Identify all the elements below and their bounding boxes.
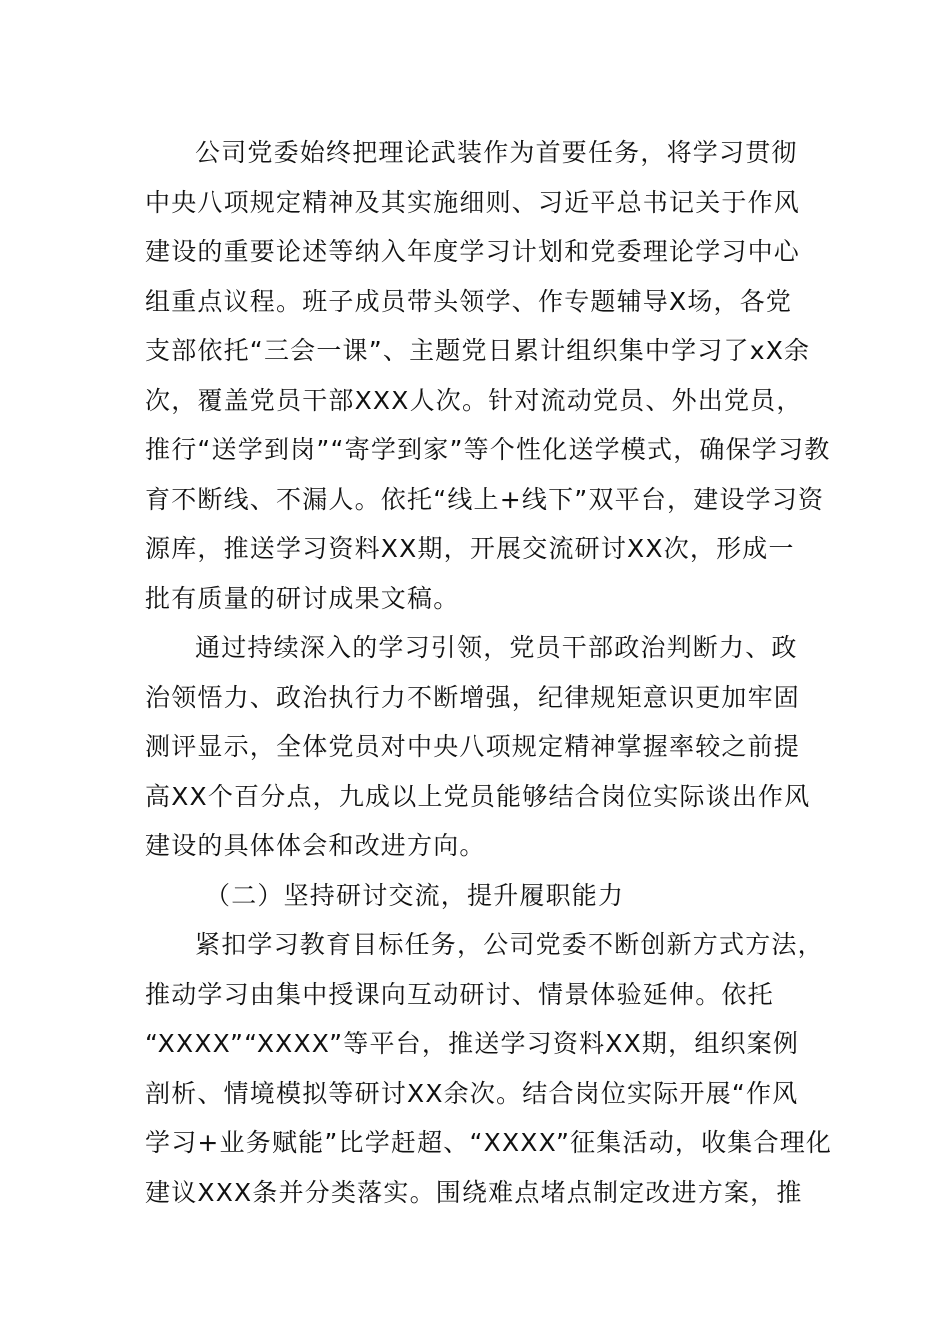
paragraph-2-line-1: 通过持续深入的学习引领，党员干部政治判断力、政 <box>195 633 798 662</box>
paragraph-1-line-8: 育不断线、不漏人。依托“线上+线下”双平台，建设学习资 <box>145 484 825 514</box>
paragraph-2-line-2: 治领悟力、政治执行力不断增强，纪律规矩意识更加牢固 <box>145 682 801 712</box>
paragraph-3-line-5: 学习+业务赋能”比学赶超、“XXXX”征集活动，收集合理化 <box>145 1128 833 1157</box>
paragraph-3-line-3: “XXXX”“XXXX”等平台，推送学习资料XX期，组织案例 <box>145 1029 800 1058</box>
paragraph-1-line-6: 次，覆盖党员干部XXX人次。针对流动党员、外出党员， <box>145 385 803 415</box>
paragraph-1-line-5: 支部依托“三会一课”、主题党日累计组织集中学习了xX余 <box>145 336 811 365</box>
paragraph-1-line-7: 推行“送学到岗”“寄学到家”等个性化送学模式，确保学习教 <box>145 435 831 464</box>
paragraph-1-line-1: 公司党委始终把理论武装作为首要任务，将学习贯彻 <box>195 138 798 167</box>
section-heading: （二）坚持研讨交流，提升履职能力 <box>205 880 625 910</box>
paragraph-3-line-2: 推动学习由集中授课向互动研讨、情景体验延伸。依托 <box>145 979 774 1009</box>
paragraph-1-line-3: 建设的重要论述等纳入年度学习计划和党委理论学习中心 <box>145 237 801 266</box>
paragraph-2-line-3: 测评显示，全体党员对中央八项规定精神掌握率较之前提 <box>145 732 801 761</box>
paragraph-1-line-4: 组重点议程。班子成员带头领学、作专题辅导X场，各党 <box>145 286 793 316</box>
paragraph-3-line-4: 剖析、情境模拟等研讨XX余次。结合岗位实际开展“作风 <box>145 1078 799 1108</box>
paragraph-1-line-2: 中央八项规定精神及其实施细则、习近平总书记关于作风 <box>145 187 801 217</box>
document-body <box>145 128 833 1217</box>
paragraph-2-line-4: 高XX个百分点，九成以上党员能够结合岗位实际谈出作风 <box>145 781 811 811</box>
paragraph-1-line-9: 源库，推送学习资料XX期，开展交流研讨XX次，形成一 <box>145 534 795 563</box>
paragraph-3-line-1: 紧扣学习教育目标任务，公司党委不断创新方式方法， <box>195 930 824 959</box>
paragraph-2-line-5: 建设的具体体会和改进方向。 <box>145 831 486 860</box>
paragraph-1-line-10: 批有质量的研讨成果文稿。 <box>145 583 460 613</box>
paragraph-3-line-6: 建议XXX条并分类落实。围绕难点堵点制定改进方案，推 <box>145 1177 803 1207</box>
